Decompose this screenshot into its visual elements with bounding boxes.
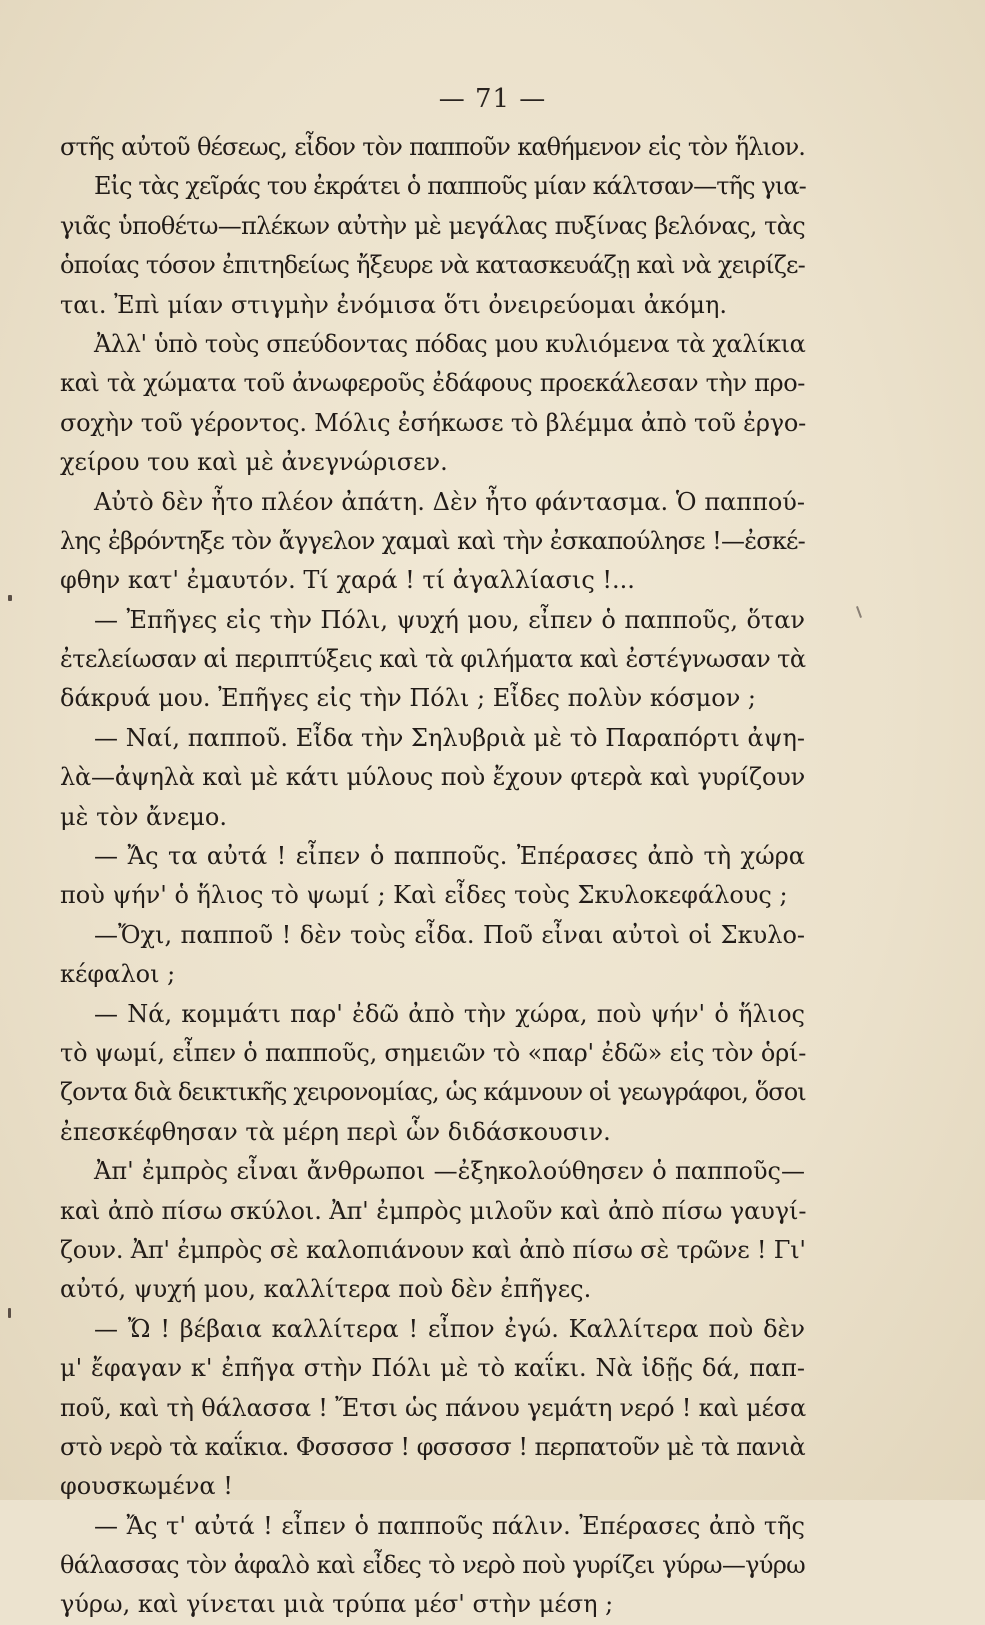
text-line: γύρω, καὶ γίνεται μιὰ τρύπα μέσ' στὴν μέση ; [60, 1590, 614, 1619]
text-line: λὰ—ἀψηλὰ καὶ μὲ κάτι μύλους ποὺ ἔχουν φτερὰ καὶ γυρίζουν [60, 763, 805, 792]
text-line: μὲ τὸν ἄνεμο. [60, 802, 227, 831]
margin-speck [8, 1308, 11, 1318]
text-line: ζοντα διὰ δεικτικῆς χειρονομίας, ὡς κάμνουν οἱ γεωγράφοι, ὅσοι [60, 1078, 806, 1107]
text-line: χείρου του καὶ μὲ ἀνεγνώρισεν. [60, 448, 448, 477]
text-line: —Ὄχι, παπποῦ ! δὲν τοὺς εἶδα. Ποῦ εἶναι αὐτοὶ οἱ Σκυλο- [94, 920, 805, 949]
text-line: φουσκωμένα ! [60, 1472, 233, 1501]
text-line: ἐτελείωσαν αἱ περιπτύξεις καὶ τὰ φιλήματα καὶ ἐστέγνωσαν τὰ [60, 645, 806, 674]
text-line: Ἀπ' ἐμπρὸς εἶναι ἄνθρωποι —ἐξηκολούθησεν ὁ παπποῦς— [94, 1157, 805, 1186]
text-line: — Ναί, παπποῦ. Εἶδα τὴν Σηλυβριὰ μὲ τὸ Παραπόρτι ἀψη- [94, 723, 805, 752]
text-line: ποὺ ψήν' ὁ ἥλιος τὸ ψωμί ; Καὶ εἶδες τοὺς Σκυλοκεφάλους ; [60, 881, 788, 910]
text-line: Αὐτὸ δὲν ἦτο πλέον ἀπάτη. Δὲν ἦτο φάντασμα. Ὁ παππού- [94, 487, 805, 516]
text-line: σοχὴν τοῦ γέροντος. Μόλις ἐσήκωσε τὸ βλέμμα ἀπὸ τοῦ ἐργο- [60, 408, 807, 437]
text-line: θάλασσας τὸν ἀφαλὸ καὶ εἶδες τὸ νερὸ ποὺ γυρίζει γύρω—γύρω [60, 1551, 805, 1580]
text-line: στὸ νερὸ τὰ καΐκια. Φσσσσσ ! φσσσσσ ! περπατοῦν μὲ τὰ πανιὰ [60, 1432, 805, 1461]
text-line: καὶ ἀπὸ πίσω σκύλοι. Ἀπ' ἐμπρὸς μιλοῦν καὶ ἀπὸ πίσω γαυγί- [60, 1196, 807, 1225]
text-line: ποῦ, καὶ τὴ θάλασσα ! Ἔτσι ὡς πάνου γεμάτη νερό ! καὶ μέσα [60, 1393, 806, 1422]
text-line: ται. Ἐπὶ μίαν στιγμὴν ἐνόμισα ὅτι ὀνειρεύομαι ἀκόμη. [60, 290, 727, 319]
text-line: κέφαλοι ; [60, 960, 176, 989]
margin-pencil-mark [856, 606, 862, 618]
text-line: μ' ἔφαγαν κ' ἐπῆγα στὴν Πόλι μὲ τὸ καΐκι. Νὰ ἰδῇς δά, παπ- [60, 1354, 805, 1383]
text-line: — Ὤ ! βέβαια καλλίτερα ! εἶπον ἐγώ. Καλλίτερα ποὺ δὲν [94, 1314, 805, 1343]
text-line: ὁποίας τόσον ἐπιτηδείως ἤξευρε νὰ κατασκευάζῃ καὶ νὰ χειρίζε- [60, 251, 805, 280]
text-line: γιᾶς ὑποθέτω—πλέκων αὐτὴν μὲ μεγάλας πυξίνας βελόνας, τὰς [60, 211, 805, 240]
margin-speck [8, 595, 12, 601]
text-line: — Ἄς τα αὐτά ! εἶπεν ὁ παπποῦς. Ἐπέρασες ἀπὸ τὴ χώρα [94, 842, 805, 871]
text-line: καὶ τὰ χώματα τοῦ ἀνωφεροῦς ἐδάφους προεκάλεσαν τὴν προ- [60, 369, 805, 398]
text-line: δάκρυά μου. Ἐπῆγες εἰς τὴν Πόλι ; Εἶδες πολὺν κόσμον ; [60, 684, 756, 713]
text-line: Ἀλλ' ὑπὸ τοὺς σπεύδοντας πόδας μου κυλιόμενα τὰ χαλίκια [94, 329, 806, 358]
text-line: ζουν. Ἀπ' ἐμπρὸς σὲ καλοπιάνουν καὶ ἀπὸ πίσω σὲ τρῶνε ! Γι' [60, 1235, 806, 1264]
text-line: στῆς αὐτοῦ θέσεως, εἶδον τὸν παπποῦν καθήμενον εἰς τὸν ἥλιον. [60, 133, 805, 161]
text-line: τὸ ψωμί, εἶπεν ὁ παπποῦς, σημειῶν τὸ «παρ' ἐδῶ» εἰς τὸν ὁρί- [60, 1038, 807, 1067]
text-line: — Ἐπῆγες εἰς τὴν Πόλι, ψυχή μου, εἶπεν ὁ παπποῦς, ὅταν [94, 605, 805, 634]
page-number: — 71 — [438, 84, 547, 114]
text-line: ἐπεσκέφθησαν τὰ μέρη περὶ ὧν διδάσκουσιν. [60, 1117, 611, 1146]
text-line: — Νά, κομμάτι παρ' ἐδῶ ἀπὸ τὴν χώρα, ποὺ ψήν' ὁ ἥλιος [94, 999, 805, 1028]
text-line: φθην κατ' ἐμαυτόν. Τί χαρά ! τί ἀγαλλίασις !... [60, 566, 635, 595]
text-line: — Ἄς τ' αὐτά ! εἶπεν ὁ παπποῦς πάλιν. Ἐπέρασες ἀπὸ τῆς [94, 1511, 805, 1540]
body-text [60, 128, 805, 1625]
text-line: Εἰς τὰς χεῖράς του ἐκράτει ὁ παπποῦς μίαν κάλτσαν—τῆς για- [94, 172, 806, 201]
text-line: αὐτό, ψυχή μου, καλλίτερα ποὺ δὲν ἐπῆγες. [60, 1275, 592, 1304]
text-line: λης ἐβρόντηξε τὸν ἄγγελον χαμαὶ καὶ τὴν ἐσκαπούλησε !—ἐσκέ- [60, 526, 805, 555]
